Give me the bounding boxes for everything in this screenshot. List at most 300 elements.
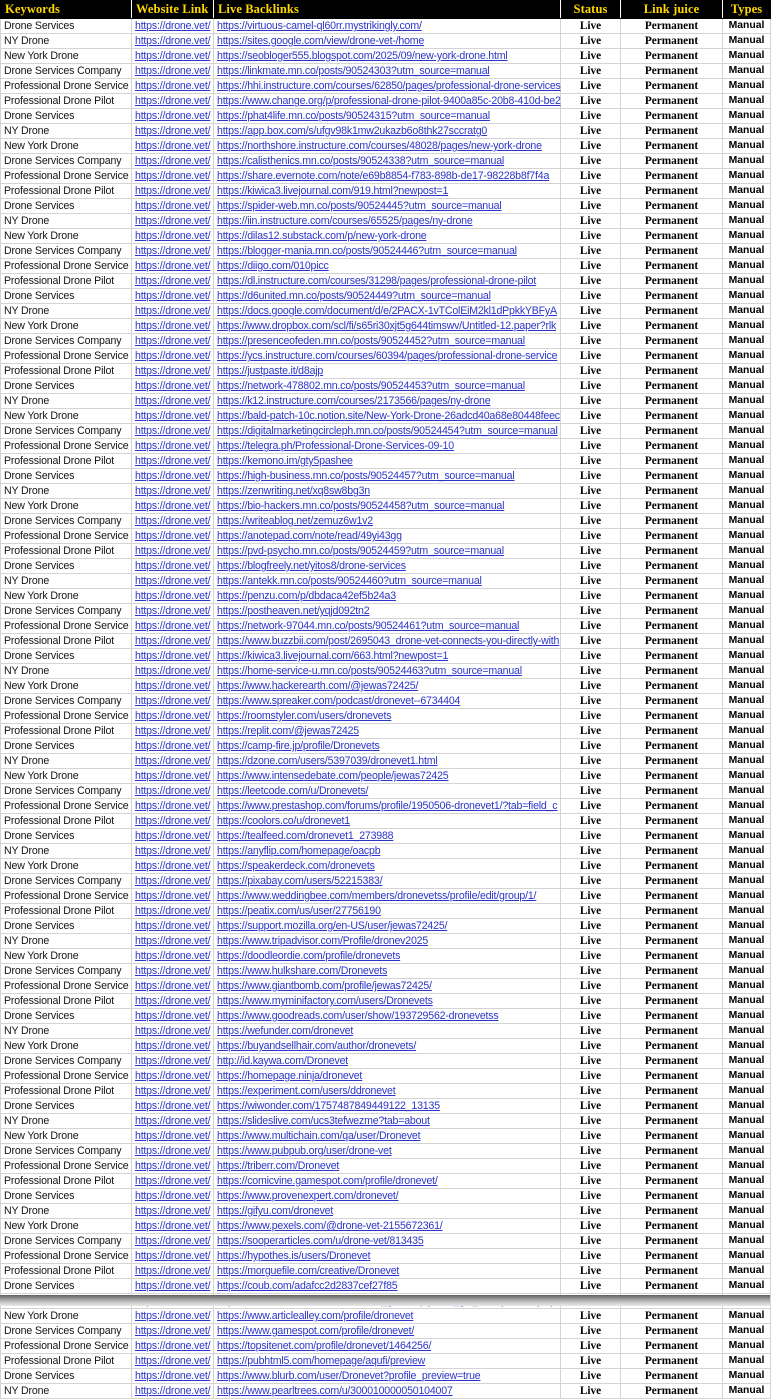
- cell-keyword: NY Drone: [1, 214, 132, 229]
- live-backlink-link[interactable]: https://www.spreaker.com/podcast/dronevet--6734404: [217, 695, 461, 707]
- cell-website-link: [132, 964, 214, 979]
- cell-status: Live: [561, 1009, 621, 1024]
- cell-keyword: Drone Services: [1, 919, 132, 934]
- website-link[interactable]: https://drone.vet/: [135, 635, 211, 647]
- website-link[interactable]: https://drone.vet/: [135, 785, 211, 797]
- live-backlink-link[interactable]: https://presenceofeden.mn.co/posts/90524452?utm_source=manual: [217, 335, 525, 347]
- live-backlink-link[interactable]: https://bio-hackers.mn.co/posts/90524458?utm_source=manual: [217, 500, 505, 512]
- cell-live-backlink: [214, 859, 561, 874]
- website-link[interactable]: https://drone.vet/: [135, 1310, 211, 1322]
- website-link[interactable]: https://drone.vet/: [135, 1130, 211, 1142]
- live-backlink-link[interactable]: https://phat4life.mn.co/posts/90524315?utm_source=manual: [217, 110, 490, 122]
- live-backlink-link[interactable]: https://experiment.com/users/ddronevet: [217, 1085, 396, 1097]
- website-link[interactable]: https://drone.vet/: [135, 680, 211, 692]
- live-backlink-link[interactable]: https://www.change.org/p/professional-drone-pilot-9400a85c-20b8-410d-be2: [217, 95, 561, 107]
- cell-status: Live: [561, 1054, 621, 1069]
- live-backlink-link[interactable]: https://www.weddingbee.com/members/dronevetss/profile/edit/group/1/: [217, 890, 537, 902]
- live-backlink-link[interactable]: https://wiwonder.com/1757487849449122_13135: [217, 1100, 440, 1112]
- website-link[interactable]: https://drone.vet/: [135, 860, 211, 872]
- live-backlink-link[interactable]: https://diigo.com/010picc: [217, 260, 329, 272]
- website-link[interactable]: https://drone.vet/: [135, 110, 211, 122]
- website-link[interactable]: https://drone.vet/: [135, 470, 211, 482]
- website-link[interactable]: https://drone.vet/: [135, 1340, 211, 1352]
- website-link[interactable]: https://drone.vet/: [135, 965, 211, 977]
- live-backlink-link[interactable]: https://www.intensedebate.com/people/jewas72425: [217, 770, 449, 782]
- cell-live-backlink: [214, 1129, 561, 1144]
- website-link[interactable]: https://drone.vet/: [135, 1265, 211, 1277]
- live-backlink-link[interactable]: https://share.evernote.com/note/e69b8854-f783-898b-de17-98228b8f7f4a: [217, 170, 550, 182]
- table-row: [1, 514, 771, 529]
- table-row: [1, 469, 771, 484]
- website-link[interactable]: https://drone.vet/: [135, 80, 211, 92]
- cell-live-backlink: [214, 259, 561, 274]
- live-backlink-link[interactable]: https://docs.google.com/document/d/e/2PACX-1vTColEiM2kl1dPpkkYBFyA: [217, 305, 557, 317]
- cell-keyword: Professional Drone Pilot: [1, 454, 132, 469]
- live-backlink-link[interactable]: https://zenwriting.net/xq8sw8bg3n: [217, 485, 370, 497]
- cell-link-juice: Permanent: [621, 694, 723, 709]
- website-link[interactable]: https://drone.vet/: [135, 1205, 211, 1217]
- website-link[interactable]: https://drone.vet/: [135, 830, 211, 842]
- cell-link-juice: Permanent: [621, 1279, 723, 1294]
- website-link[interactable]: https://drone.vet/: [135, 1220, 211, 1232]
- website-link[interactable]: https://drone.vet/: [135, 245, 211, 257]
- cell-live-backlink: [214, 1054, 561, 1069]
- website-link[interactable]: https://drone.vet/: [135, 230, 211, 242]
- live-backlink-link[interactable]: https://www.giantbomb.com/profile/jewas72425/: [217, 980, 432, 992]
- website-link[interactable]: https://drone.vet/: [135, 50, 211, 62]
- website-link[interactable]: https://drone.vet/: [135, 305, 211, 317]
- cell-status: Live: [561, 1279, 621, 1294]
- live-backlink-link[interactable]: https://writeablog.net/zemuz6w1v2: [217, 515, 373, 527]
- live-backlink-link[interactable]: https://anyflip.com/homepage/oacpb: [217, 845, 381, 857]
- website-link[interactable]: https://drone.vet/: [135, 920, 211, 932]
- column-header-link-juice[interactable]: Link juice: [621, 1, 723, 19]
- live-backlink-link[interactable]: https://wefunder.com/dronevet: [217, 1025, 354, 1037]
- website-link[interactable]: https://drone.vet/: [135, 170, 211, 182]
- cell-type: Manual: [723, 559, 771, 574]
- cell-link-juice: Permanent: [621, 79, 723, 94]
- website-link[interactable]: https://drone.vet/: [135, 35, 211, 47]
- cell-type: Manual: [723, 829, 771, 844]
- website-link[interactable]: https://drone.vet/: [135, 980, 211, 992]
- table-row: [1, 844, 771, 859]
- cell-type: Manual: [723, 334, 771, 349]
- table-row: [1, 49, 771, 64]
- live-backlink-link[interactable]: https://blogfreely.net/yitos8/drone-services: [217, 560, 406, 572]
- cell-type: Manual: [723, 139, 771, 154]
- live-backlink-link[interactable]: https://anotepad.com/note/read/49yi43gg: [217, 530, 402, 542]
- live-backlink-link[interactable]: https://camp-fire.jp/profile/Dronevets: [217, 740, 380, 752]
- cell-status: Live: [561, 1219, 621, 1234]
- live-backlink-link[interactable]: https://kemono.im/gty5pashee: [217, 455, 353, 467]
- live-backlink-link[interactable]: https://penzu.com/p/dbdaca42ef5b24a3: [217, 590, 396, 602]
- live-backlink-link[interactable]: https://www.multichain.com/qa/user/Dronevet: [217, 1130, 421, 1142]
- website-link[interactable]: https://drone.vet/: [135, 335, 211, 347]
- live-backlink-link[interactable]: https://doodleordie.com/profile/dronevets: [217, 950, 401, 962]
- live-backlink-link[interactable]: https://hypothes.is/users/Dronevet: [217, 1250, 371, 1262]
- live-backlink-link[interactable]: https://d6united.mn.co/posts/90524449?utm_source=manual: [217, 290, 491, 302]
- horizontal-scrollbar[interactable]: [0, 1295, 770, 1306]
- table-row: [1, 889, 771, 904]
- cell-link-juice: Permanent: [621, 484, 723, 499]
- website-link[interactable]: https://drone.vet/: [135, 140, 211, 152]
- cell-live-backlink: [214, 919, 561, 934]
- website-link[interactable]: https://drone.vet/: [135, 845, 211, 857]
- website-link[interactable]: https://drone.vet/: [135, 695, 211, 707]
- table-row: [1, 934, 771, 949]
- live-backlink-link[interactable]: https://coub.com/adafcc2d2837cef27f85: [217, 1280, 398, 1292]
- cell-live-backlink: [214, 1249, 561, 1264]
- website-link[interactable]: https://drone.vet/: [135, 20, 211, 32]
- live-backlink-link[interactable]: https://homepage.ninja/dronevet: [217, 1070, 363, 1082]
- website-link[interactable]: https://drone.vet/: [135, 740, 211, 752]
- cell-link-juice: Permanent: [621, 904, 723, 919]
- live-backlink-link[interactable]: https://spider-web.mn.co/posts/90524445?utm_source=manual: [217, 200, 502, 212]
- cell-link-juice: Permanent: [621, 1054, 723, 1069]
- live-backlink-link[interactable]: https://leetcode.com/u/Dronevets/: [217, 785, 369, 797]
- cell-live-backlink: [214, 604, 561, 619]
- website-link[interactable]: https://drone.vet/: [135, 1070, 211, 1082]
- cell-live-backlink: [214, 379, 561, 394]
- column-header-keywords[interactable]: Keywords: [1, 1, 132, 19]
- live-backlink-link[interactable]: https://www.prestashop.com/forums/profile/1950506-dronevet1/?tab=field_c: [217, 800, 558, 812]
- live-backlink-link[interactable]: https://coolors.co/u/dronevet1: [217, 815, 350, 827]
- live-backlink-link[interactable]: https://buyandsellhair.com/author/dronevets/: [217, 1040, 417, 1052]
- cell-type: Manual: [723, 319, 771, 334]
- live-backlink-link[interactable]: https://calisthenics.mn.co/posts/90524338?utm_source=manual: [217, 155, 505, 167]
- live-backlink-link[interactable]: https://network-478802.mn.co/posts/90524453?utm_source=manual: [217, 380, 525, 392]
- cell-type: Manual: [723, 529, 771, 544]
- website-link[interactable]: https://drone.vet/: [135, 155, 211, 167]
- live-backlink-link[interactable]: https://support.mozilla.org/en-US/user/jewas72425/: [217, 920, 448, 932]
- website-link[interactable]: https://drone.vet/: [135, 1235, 211, 1247]
- website-link[interactable]: https://drone.vet/: [135, 290, 211, 302]
- live-backlink-link[interactable]: https://www.gamespot.com/profile/dronevet/: [217, 1325, 415, 1337]
- live-backlink-link[interactable]: https://antekk.mn.co/posts/90524460?utm_source=manual: [217, 575, 482, 587]
- live-backlink-link[interactable]: https://triberr.com/Dronevet: [217, 1160, 340, 1172]
- cell-live-backlink: [214, 124, 561, 139]
- cell-live-backlink: [214, 19, 561, 34]
- live-backlink-link[interactable]: https://northshore.instructure.com/courses/48028/pages/new-york-drone: [217, 140, 542, 152]
- live-backlink-link[interactable]: https://ycs.instructure.com/courses/60394/pages/professional-drone-service: [217, 350, 558, 362]
- cell-type: Manual: [723, 1069, 771, 1084]
- cell-keyword: Professional Drone Pilot: [1, 1084, 132, 1099]
- website-link[interactable]: https://drone.vet/: [135, 815, 211, 827]
- table-row: [1, 64, 771, 79]
- table-row: [1, 109, 771, 124]
- cell-status: Live: [561, 1204, 621, 1219]
- cell-status: Live: [561, 1159, 621, 1174]
- live-backlink-link[interactable]: https://sites.google.com/view/drone-vet-/home: [217, 35, 425, 47]
- live-backlink-link[interactable]: https://www.articlealley.com/profile/dronevet: [217, 1310, 414, 1322]
- live-backlink-link[interactable]: https://gifyu.com/dronevet: [217, 1205, 334, 1217]
- live-backlink-link[interactable]: https://www.tripadvisor.com/Profile/dronev2025: [217, 935, 429, 947]
- cell-type: Manual: [723, 664, 771, 679]
- website-link[interactable]: https://drone.vet/: [135, 1160, 211, 1172]
- live-backlink-link[interactable]: https://home-service-u.mn.co/posts/90524463?utm_source=manual: [217, 665, 522, 677]
- live-backlink-link[interactable]: https://pubhtml5.com/homepage/aqufi/preview: [217, 1355, 426, 1367]
- cell-status: Live: [561, 799, 621, 814]
- table-row: [1, 349, 771, 364]
- cell-type: Manual: [723, 1339, 771, 1354]
- cell-website-link: [132, 814, 214, 829]
- cell-status: Live: [561, 469, 621, 484]
- cell-link-juice: Permanent: [621, 814, 723, 829]
- cell-status: Live: [561, 544, 621, 559]
- cell-website-link: [132, 199, 214, 214]
- column-header-website-link[interactable]: Website Link: [132, 1, 214, 19]
- cell-live-backlink: [214, 109, 561, 124]
- live-backlink-link[interactable]: https://hhi.instructure.com/courses/62850/pages/professional-drone-services: [217, 80, 561, 92]
- cell-link-juice: Permanent: [621, 679, 723, 694]
- cell-status: Live: [561, 904, 621, 919]
- cell-website-link: [132, 574, 214, 589]
- cell-status: Live: [561, 559, 621, 574]
- live-backlink-link[interactable]: https://virtuous-camel-ql60rr.mystrikingly.com/: [217, 20, 422, 32]
- cell-live-backlink: [214, 799, 561, 814]
- cell-keyword: Professional Drone Pilot: [1, 274, 132, 289]
- website-link[interactable]: https://drone.vet/: [135, 755, 211, 767]
- cell-website-link: [132, 1099, 214, 1114]
- live-backlink-link[interactable]: https://k12.instructure.com/courses/2173566/pages/ny-drone: [217, 395, 491, 407]
- cell-live-backlink: [214, 1174, 561, 1189]
- website-link[interactable]: https://drone.vet/: [135, 545, 211, 557]
- table-row: [1, 1129, 771, 1144]
- live-backlink-link[interactable]: https://linkmate.mn.co/posts/90524303?utm_source=manual: [217, 65, 490, 77]
- website-link[interactable]: https://drone.vet/: [135, 1145, 211, 1157]
- live-backlink-link[interactable]: https://digitalmarketingcircleph.mn.co/posts/90524454?utm_source=manual: [217, 425, 558, 437]
- column-header-live-backlinks[interactable]: Live Backlinks: [214, 1, 561, 19]
- cell-website-link: [132, 904, 214, 919]
- website-link[interactable]: https://drone.vet/: [135, 800, 211, 812]
- website-link[interactable]: https://drone.vet/: [135, 1355, 211, 1367]
- live-backlink-link[interactable]: https://postheaven.net/yqjd092tn2: [217, 605, 370, 617]
- website-link[interactable]: https://drone.vet/: [135, 650, 211, 662]
- cell-keyword: Professional Drone Service: [1, 799, 132, 814]
- cell-link-juice: Permanent: [621, 589, 723, 604]
- live-backlink-link[interactable]: https://seobloger555.blogspot.com/2025/09/new-york-drone.html: [217, 50, 508, 62]
- website-link[interactable]: https://drone.vet/: [135, 395, 211, 407]
- live-backlink-link[interactable]: https://iin.instructure.com/courses/65525/pages/ny-drone: [217, 215, 473, 227]
- cell-website-link: [132, 229, 214, 244]
- cell-status: Live: [561, 634, 621, 649]
- website-link[interactable]: https://drone.vet/: [135, 1325, 211, 1337]
- live-backlink-link[interactable]: https://network-97044.mn.co/posts/90524461?utm_source=manual: [217, 620, 520, 632]
- website-link[interactable]: https://drone.vet/: [135, 620, 211, 632]
- table-row: [1, 409, 771, 424]
- cell-website-link: [132, 274, 214, 289]
- cell-live-backlink: [214, 739, 561, 754]
- live-backlink-link[interactable]: https://www.pearltrees.com/u/300010000050104007: [217, 1385, 453, 1397]
- cell-live-backlink: [214, 814, 561, 829]
- website-link[interactable]: https://drone.vet/: [135, 710, 211, 722]
- cell-status: Live: [561, 364, 621, 379]
- live-backlink-link[interactable]: https://slideslive.com/ucs3tefwezme?tab=about: [217, 1115, 430, 1127]
- website-link[interactable]: https://drone.vet/: [135, 350, 211, 362]
- live-backlink-link[interactable]: https://www.hackerearth.com/@jewas72425/: [217, 680, 419, 692]
- cell-status: Live: [561, 574, 621, 589]
- website-link[interactable]: https://drone.vet/: [135, 515, 211, 527]
- website-link[interactable]: https://drone.vet/: [135, 575, 211, 587]
- website-link[interactable]: https://drone.vet/: [135, 185, 211, 197]
- cell-status: Live: [561, 289, 621, 304]
- website-link[interactable]: https://drone.vet/: [135, 95, 211, 107]
- website-link[interactable]: https://drone.vet/: [135, 1085, 211, 1097]
- live-backlink-link[interactable]: https://sooperarticles.com/u/drone-vet/813435: [217, 1235, 424, 1247]
- table-row: [1, 904, 771, 919]
- cell-link-juice: Permanent: [621, 844, 723, 859]
- column-header-status[interactable]: Status: [561, 1, 621, 19]
- website-link[interactable]: https://drone.vet/: [135, 1175, 211, 1187]
- website-link[interactable]: https://drone.vet/: [135, 320, 211, 332]
- website-link[interactable]: https://drone.vet/: [135, 725, 211, 737]
- live-backlink-link[interactable]: https://tealfeed.com/dronevet1_273988: [217, 830, 394, 842]
- live-backlink-link[interactable]: https://high-business.mn.co/posts/90524457?utm_source=manual: [217, 470, 515, 482]
- website-link[interactable]: https://drone.vet/: [135, 1025, 211, 1037]
- cell-live-backlink: [214, 94, 561, 109]
- website-link[interactable]: https://drone.vet/: [135, 905, 211, 917]
- cell-status: Live: [561, 724, 621, 739]
- live-backlink-link[interactable]: https://www.pexels.com/@drone-vet-2155672361/: [217, 1220, 443, 1232]
- website-link[interactable]: https://drone.vet/: [135, 440, 211, 452]
- cell-keyword: New York Drone: [1, 229, 132, 244]
- cell-link-juice: Permanent: [621, 829, 723, 844]
- cell-link-juice: Permanent: [621, 1174, 723, 1189]
- website-link[interactable]: https://drone.vet/: [135, 425, 211, 437]
- website-link[interactable]: https://drone.vet/: [135, 935, 211, 947]
- live-backlink-link[interactable]: https://www.buzzbii.com/post/2695043_drone-vet-connects-you-directly-with: [217, 635, 560, 647]
- website-link[interactable]: https://drone.vet/: [135, 875, 211, 887]
- table-row: [1, 814, 771, 829]
- website-link[interactable]: https://drone.vet/: [135, 950, 211, 962]
- website-link[interactable]: https://drone.vet/: [135, 1250, 211, 1262]
- website-link[interactable]: https://drone.vet/: [135, 770, 211, 782]
- column-header-types[interactable]: Types: [723, 1, 771, 19]
- table-row: [1, 199, 771, 214]
- website-link[interactable]: https://drone.vet/: [135, 560, 211, 572]
- website-link[interactable]: https://drone.vet/: [135, 890, 211, 902]
- cell-website-link: [132, 664, 214, 679]
- live-backlink-link[interactable]: http://id.kaywa.com/Dronevet: [217, 1055, 349, 1067]
- cell-status: Live: [561, 244, 621, 259]
- live-backlink-link[interactable]: https://blogger-mania.mn.co/posts/90524446?utm_source=manual: [217, 245, 517, 257]
- website-link[interactable]: https://drone.vet/: [135, 500, 211, 512]
- cell-link-juice: Permanent: [621, 1219, 723, 1234]
- table-row: [1, 124, 771, 139]
- website-link[interactable]: https://drone.vet/: [135, 275, 211, 287]
- cell-keyword: Drone Services: [1, 199, 132, 214]
- live-backlink-link[interactable]: https://www.myminifactory.com/users/Dronevets: [217, 995, 433, 1007]
- live-backlink-link[interactable]: https://app.box.com/s/ufgv98k1mw2ukazb6o8thk27sccratg0: [217, 125, 488, 137]
- website-link[interactable]: https://drone.vet/: [135, 485, 211, 497]
- cell-website-link: [132, 1039, 214, 1054]
- website-link[interactable]: https://drone.vet/: [135, 200, 211, 212]
- cell-link-juice: Permanent: [621, 1069, 723, 1084]
- cell-type: Manual: [723, 1159, 771, 1174]
- cell-type: Manual: [723, 814, 771, 829]
- website-link[interactable]: https://drone.vet/: [135, 125, 211, 137]
- website-link[interactable]: https://drone.vet/: [135, 1100, 211, 1112]
- live-backlink-link[interactable]: https://www.goodreads.com/user/show/193729562-dronevetss: [217, 1010, 499, 1022]
- website-link[interactable]: https://drone.vet/: [135, 365, 211, 377]
- live-backlink-link[interactable]: https://peatix.com/us/user/27756190: [217, 905, 381, 917]
- cell-keyword: Drone Services Company: [1, 964, 132, 979]
- cell-status: Live: [561, 709, 621, 724]
- website-link[interactable]: https://drone.vet/: [135, 530, 211, 542]
- cell-link-juice: Permanent: [621, 964, 723, 979]
- table-row: [1, 1339, 771, 1354]
- live-backlink-link[interactable]: https://bald-patch-10c.notion.site/New-York-Drone-26adcd40a68e80448feec: [217, 410, 560, 422]
- table-row: [1, 769, 771, 784]
- website-link[interactable]: https://drone.vet/: [135, 1190, 211, 1202]
- website-link[interactable]: https://drone.vet/: [135, 380, 211, 392]
- live-backlink-link[interactable]: https://comicvine.gamespot.com/profile/dronevet/: [217, 1175, 438, 1187]
- cell-live-backlink: [214, 1279, 561, 1294]
- website-link[interactable]: https://drone.vet/: [135, 1115, 211, 1127]
- website-link[interactable]: https://drone.vet/: [135, 1385, 211, 1397]
- website-link[interactable]: https://drone.vet/: [135, 605, 211, 617]
- cell-keyword: Professional Drone Service: [1, 619, 132, 634]
- live-backlink-link[interactable]: https://kiwica3.livejournal.com/663.html?newpost=1: [217, 650, 449, 662]
- website-link[interactable]: https://drone.vet/: [135, 260, 211, 272]
- live-backlink-link[interactable]: https://replit.com/@jewas72425: [217, 725, 359, 737]
- live-backlink-link[interactable]: https://kiwica3.livejournal.com/919.html?newpost=1: [217, 185, 449, 197]
- cell-link-juice: Permanent: [621, 1099, 723, 1114]
- live-backlink-link[interactable]: https://www.pubpub.org/user/drone-vet: [217, 1145, 392, 1157]
- website-link[interactable]: https://drone.vet/: [135, 65, 211, 77]
- cell-status: Live: [561, 334, 621, 349]
- cell-status: Live: [561, 754, 621, 769]
- live-backlink-link[interactable]: https://justpaste.it/d8ajp: [217, 365, 324, 377]
- website-link[interactable]: https://drone.vet/: [135, 590, 211, 602]
- live-backlink-link[interactable]: https://telegra.ph/Professional-Drone-Services-09-10: [217, 440, 454, 452]
- website-link[interactable]: https://drone.vet/: [135, 1010, 211, 1022]
- website-link[interactable]: https://drone.vet/: [135, 665, 211, 677]
- live-backlink-link[interactable]: https://www.dropbox.com/scl/fi/s65ri30xjt5g644timswv/Untitled-12.paper?rlk: [217, 320, 557, 332]
- live-backlink-link[interactable]: https://morguefile.com/creative/Dronevet: [217, 1265, 400, 1277]
- live-backlink-link[interactable]: https://roomstyler.com/users/dronevets: [217, 710, 392, 722]
- live-backlink-link[interactable]: https://dl.instructure.com/courses/31298/pages/professional-drone-pilot: [217, 275, 537, 287]
- website-link[interactable]: https://drone.vet/: [135, 410, 211, 422]
- cell-link-juice: Permanent: [621, 634, 723, 649]
- live-backlink-link[interactable]: https://speakerdeck.com/dronevets: [217, 860, 375, 872]
- cell-status: Live: [561, 1069, 621, 1084]
- cell-link-juice: Permanent: [621, 304, 723, 319]
- live-backlink-link[interactable]: https://www.provenexpert.com/dronevet/: [217, 1190, 399, 1202]
- live-backlink-link[interactable]: https://topsitenet.com/profile/dronevet/1464256/: [217, 1340, 432, 1352]
- website-link[interactable]: https://drone.vet/: [135, 455, 211, 467]
- cell-link-juice: Permanent: [621, 664, 723, 679]
- website-link[interactable]: https://drone.vet/: [135, 995, 211, 1007]
- cell-live-backlink: [214, 424, 561, 439]
- live-backlink-link[interactable]: https://dzone.com/users/5397039/dronevet1.html: [217, 755, 438, 767]
- cell-link-juice: Permanent: [621, 949, 723, 964]
- cell-website-link: [132, 694, 214, 709]
- cell-type: Manual: [723, 34, 771, 49]
- live-backlink-link[interactable]: https://www.blurb.com/user/Dronevet?profile_preview=true: [217, 1370, 481, 1382]
- website-link[interactable]: https://drone.vet/: [135, 215, 211, 227]
- live-backlink-link[interactable]: https://www.hulkshare.com/Dronevets: [217, 965, 388, 977]
- website-link[interactable]: https://drone.vet/: [135, 1370, 211, 1382]
- live-backlink-link[interactable]: https://pixabay.com/users/52215383/: [217, 875, 383, 887]
- website-link[interactable]: https://drone.vet/: [135, 1280, 211, 1292]
- cell-live-backlink: [214, 1009, 561, 1024]
- live-backlink-link[interactable]: https://pvd-psycho.mn.co/posts/90524459?utm_source=manual: [217, 545, 504, 557]
- website-link[interactable]: https://drone.vet/: [135, 1040, 211, 1052]
- cell-website-link: [132, 1189, 214, 1204]
- website-link[interactable]: https://drone.vet/: [135, 1055, 211, 1067]
- live-backlink-link[interactable]: https://dilas12.substack.com/p/new-york-drone: [217, 230, 427, 242]
